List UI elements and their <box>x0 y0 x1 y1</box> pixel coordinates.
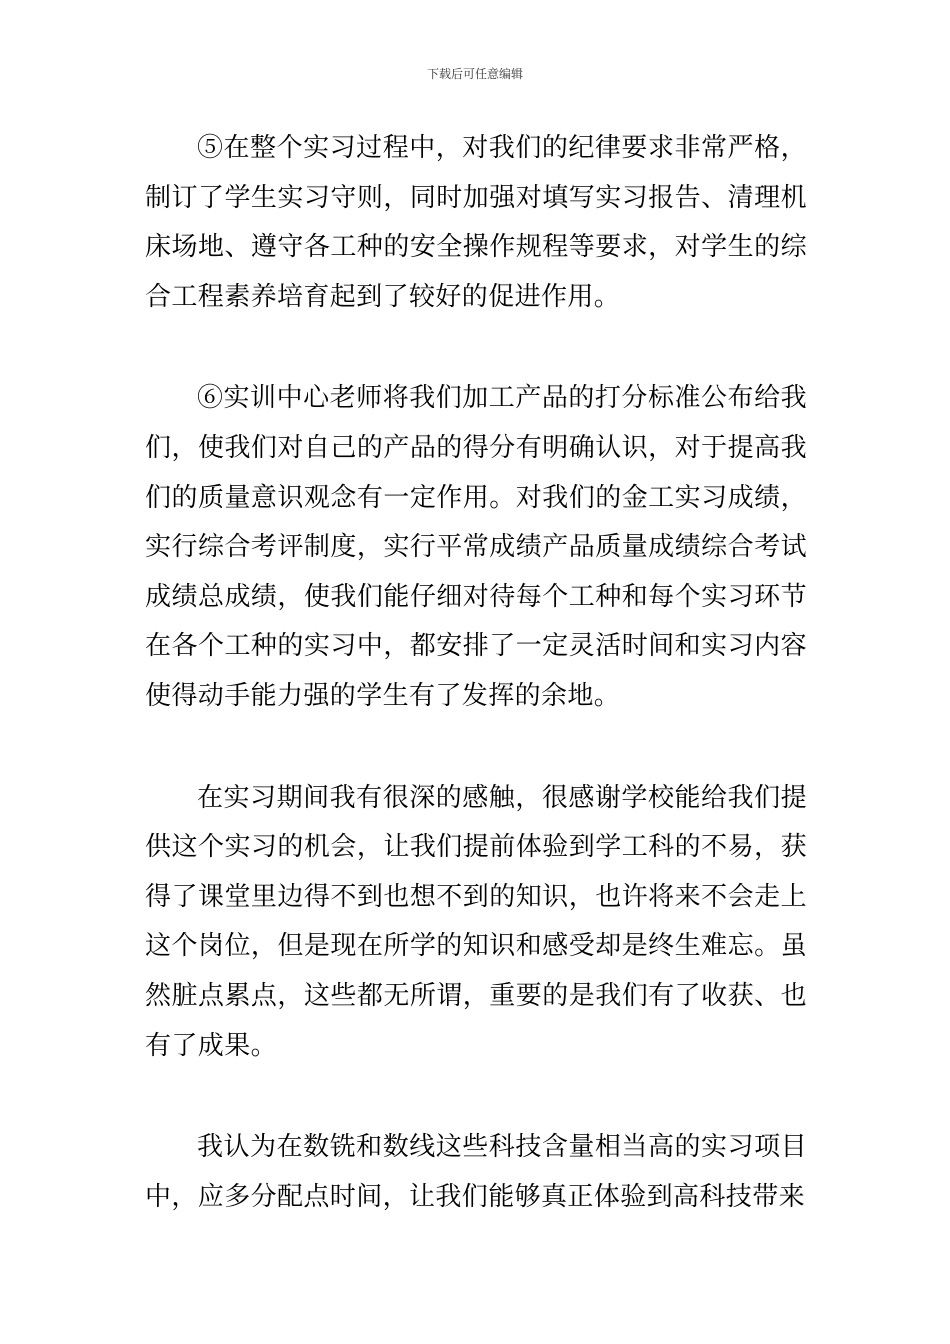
page-header: 下载后可任意编辑 <box>426 67 523 81</box>
document-body <box>145 124 807 1274</box>
paragraph-discipline: ⑤在整个实习过程中，对我们的纪律要求非常严格，制订了学生实习守则，同时加强对填写实习报告、清理机床场地、遵守各工种的安全操作规程等要求，对学生的综合工程素养培育起到了较好的促进作用。 <box>145 133 807 312</box>
paragraph-suggestion: 我认为在数铣和数线这些科技含量相当高的实习项目中，应多分配点时间，让我们能够真正体验到高科技带来 <box>145 1132 807 1212</box>
paragraph-grading: ⑥实训中心老师将我们加工产品的打分标准公布给我们，使我们对自己的产品的得分有明确认识，对于提高我们的质量意识观念有一定作用。对我们的金工实习成绩，实行综合考评制度，实行平常成绩产品质量成绩综合考试成绩总成绩，使我们能仔细对待每个工种和每个实习环节在各个工种的实习中，都安排了一定灵活时间和实习内容使得动手能力强的学生有了发挥的余地。 <box>145 383 807 711</box>
paragraph-reflection: 在实习期间我有很深的感触，很感谢学校能给我们提供这个实习的机会，让我们提前体验到学工科的不易，获得了课堂里边得不到也想不到的知识，也许将来不会走上这个岗位，但是现在所学的知识和感受却是终生难忘。虽然脏点累点，这些都无所谓，重要的是我们有了收获、也有了成果。 <box>145 782 807 1061</box>
